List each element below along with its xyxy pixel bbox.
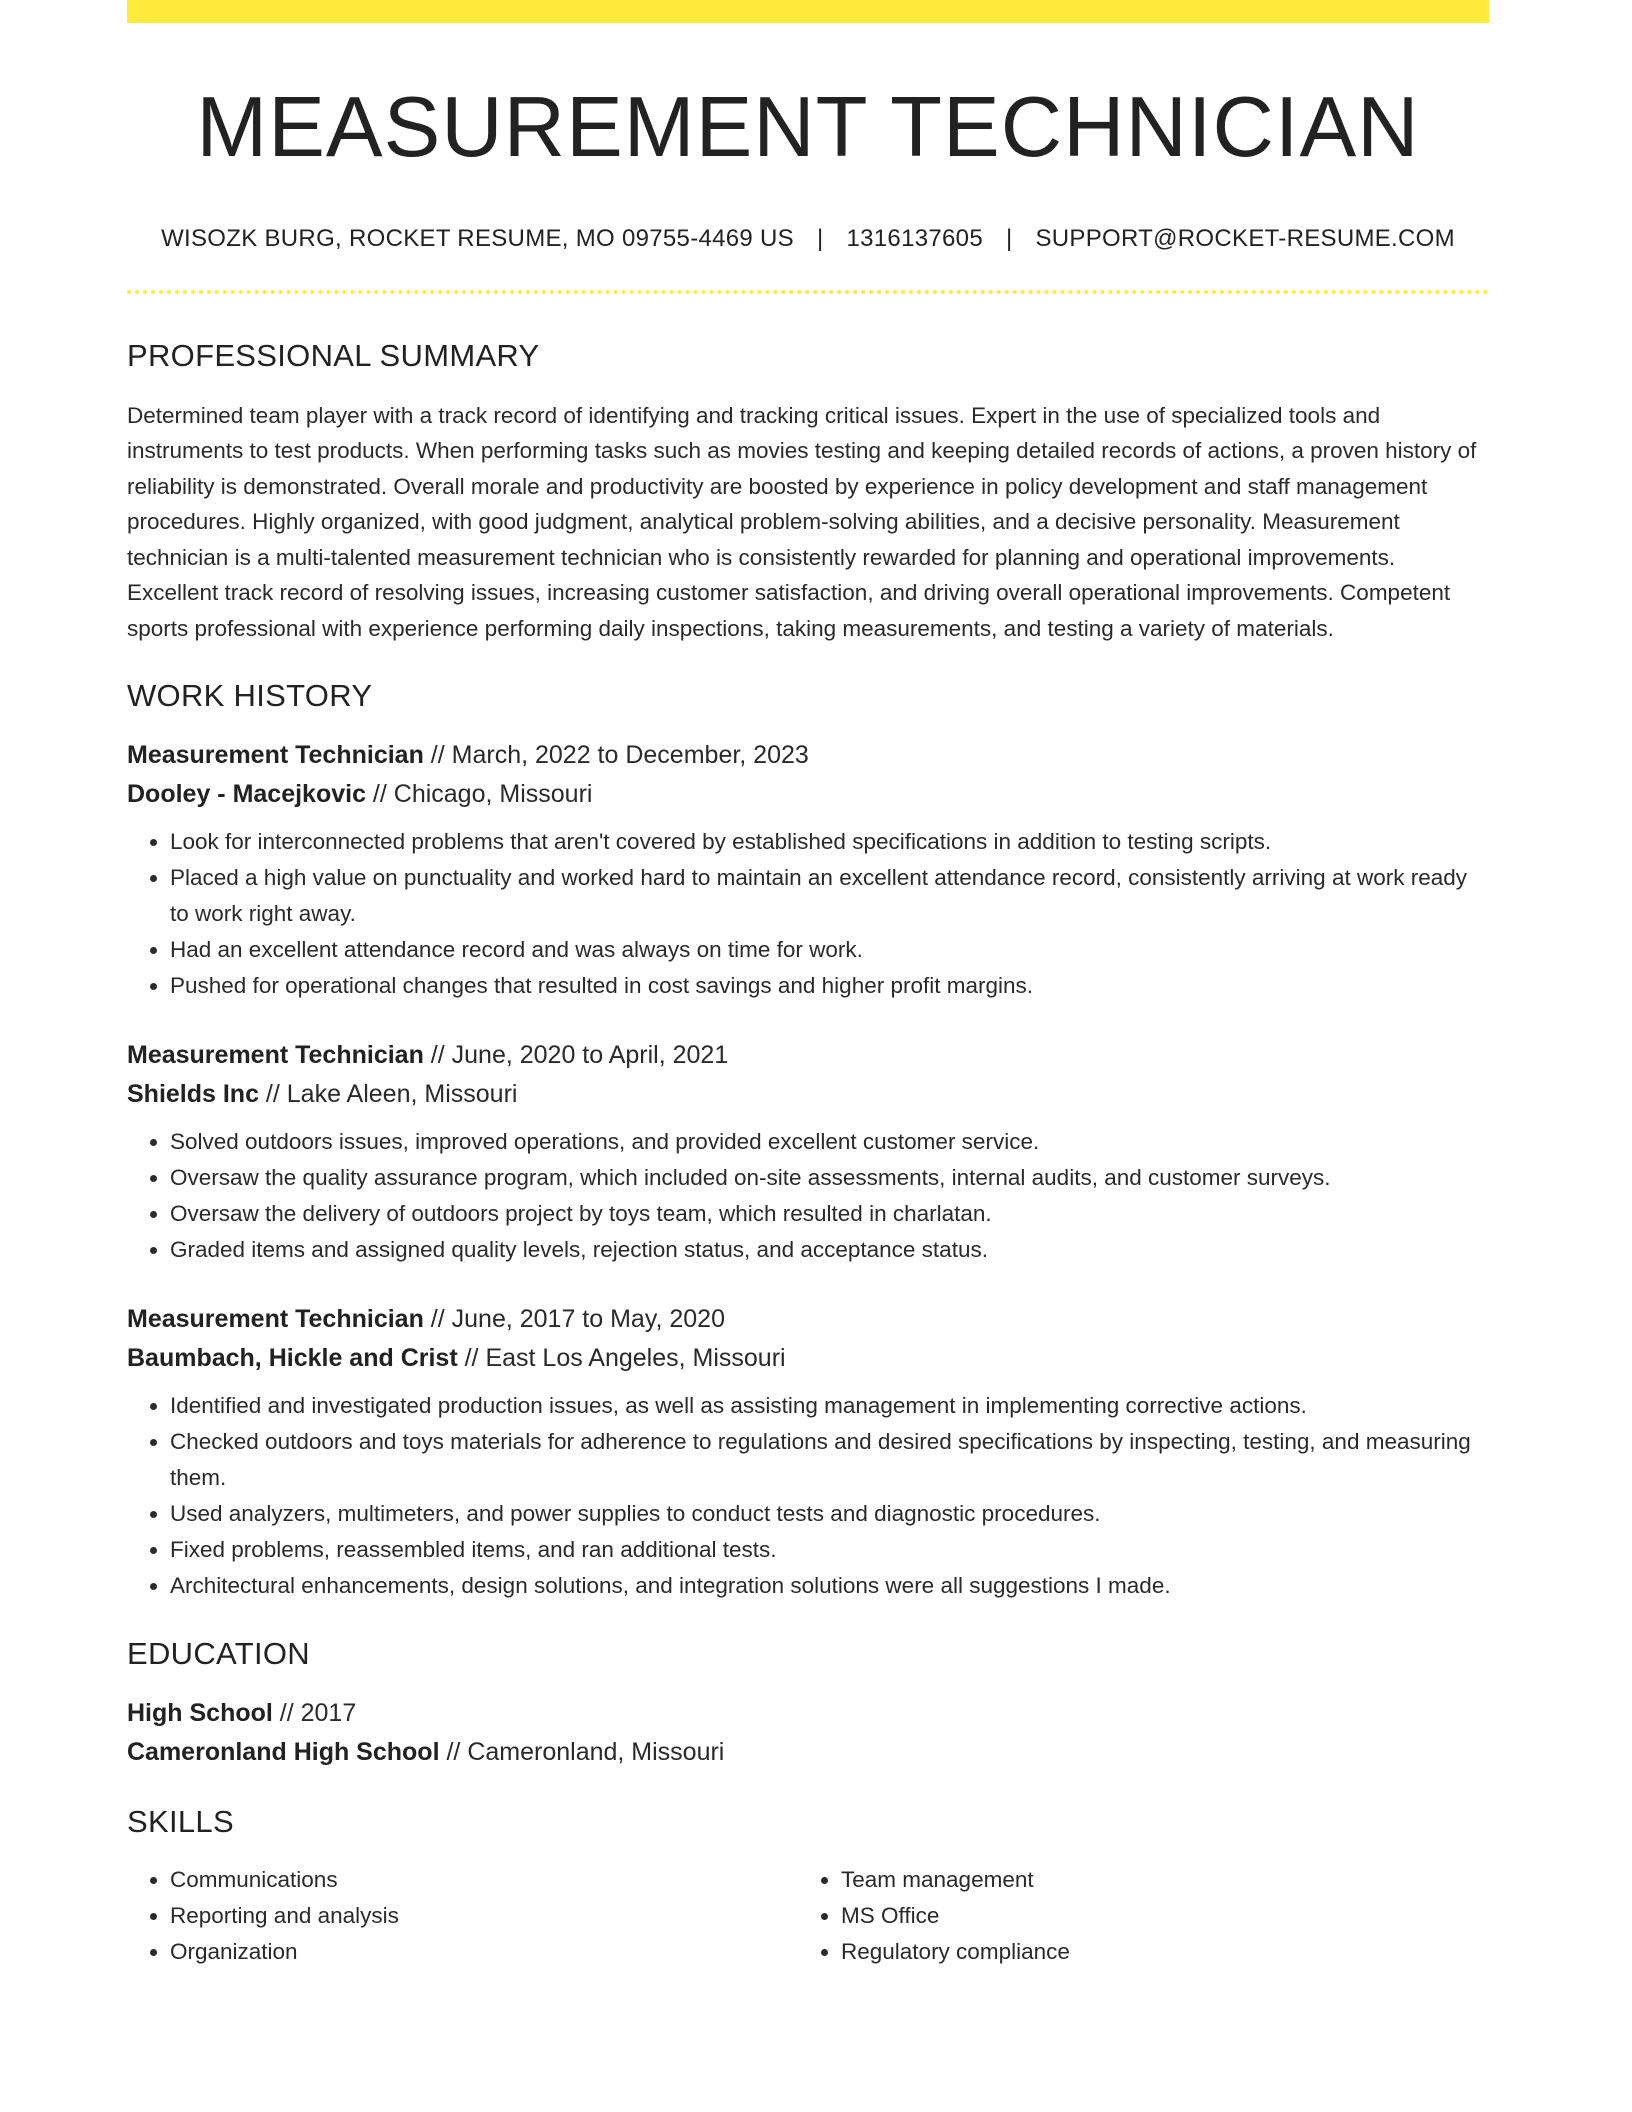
skills-column-left	[127, 1862, 798, 1970]
job-role: Measurement Technician	[127, 1305, 424, 1333]
job-company-line	[127, 775, 1489, 814]
dotted-divider	[127, 290, 1489, 294]
list-item: • Identified and investigated production issues, as well as assisting management in implementing corrective actions.	[170, 1388, 1489, 1424]
job-location: // Chicago, Missouri	[365, 780, 593, 808]
skill-item: • Organization	[170, 1934, 798, 1970]
job-role: Measurement Technician	[127, 741, 424, 769]
resume-page	[127, 0, 1489, 1970]
list-item: • Oversaw the delivery of outdoors project by toys team, which resulted in charlatan.	[170, 1196, 1489, 1232]
job-title-line	[127, 1036, 1489, 1075]
job-title-line	[127, 736, 1489, 775]
job-bullets	[127, 1388, 1489, 1604]
contact-line	[127, 225, 1489, 253]
list-item: • Oversaw the quality assurance program, which included on-site assessments, internal audits, and customer surveys.	[170, 1160, 1489, 1196]
list-item: • Pushed for operational changes that resulted in cost savings and higher profit margins.	[170, 968, 1489, 1004]
job-dates: // March, 2022 to December, 2023	[423, 741, 809, 769]
contact-address: WISOZK BURG, ROCKET RESUME, MO 09755-4469 US	[161, 224, 794, 252]
education-degree: High School	[127, 1699, 273, 1727]
list-item: • Solved outdoors issues, improved operations, and provided excellent customer service.	[170, 1124, 1489, 1160]
job-company: Shields Inc	[127, 1080, 259, 1108]
accent-bar	[127, 0, 1489, 23]
list-item: • Placed a high value on punctuality and worked hard to maintain an excellent attendance record, consistently arriving at work ready to work right away.	[170, 860, 1489, 932]
contact-separator: |	[1005, 224, 1013, 252]
skills-column-right	[798, 1862, 1469, 1970]
work-history-heading: WORK HISTORY	[127, 678, 373, 713]
job-location: // Lake Aleen, Missouri	[258, 1080, 518, 1108]
skill-item: • MS Office	[841, 1898, 1469, 1934]
education-heading: EDUCATION	[127, 1636, 310, 1671]
education-year: // 2017	[272, 1699, 357, 1727]
job-company: Baumbach, Hickle and Crist	[127, 1344, 458, 1372]
job-company-line	[127, 1075, 1489, 1114]
education-school: Cameronland High School	[127, 1738, 440, 1766]
skill-item: • Team management	[841, 1862, 1469, 1898]
job-dates: // June, 2020 to April, 2021	[423, 1041, 729, 1069]
education-degree-line	[127, 1694, 1489, 1733]
job-role: Measurement Technician	[127, 1041, 424, 1069]
summary-text: Determined team player with a track record of identifying and tracking critical issues. Expert in the use of specialized tools and instruments to test products. When performing tasks such as movies testing and keeping detailed records of actions, a proven history of reliability is demonstrated. Overall morale and productivity are boosted by experience in policy development and staff management procedures. Highly organized, with good judgment, analytical problem-solving abilities, and a decisive personality. Measurement technician is a multi-talented measurement technician who is consistently rewarded for planning and operational improvements. Excellent track record of resolving issues, increasing customer satisfaction, and driving overall operational improvements. Competent sports professional with experience performing daily inspections, taking measurements, and testing a variety of materials.	[127, 402, 1477, 641]
job-company: Dooley - Macejkovic	[127, 780, 366, 808]
job-bullets	[127, 1124, 1489, 1268]
contact-phone: 1316137605	[846, 224, 983, 252]
skill-item: • Communications	[170, 1862, 798, 1898]
job-entry	[127, 1036, 1489, 1268]
education-entry	[127, 1694, 1489, 1772]
job-location: // East Los Angeles, Missouri	[457, 1344, 786, 1372]
job-entry	[127, 1300, 1489, 1604]
job-dates: // June, 2017 to May, 2020	[423, 1305, 725, 1333]
education-school-line	[127, 1733, 1489, 1772]
list-item: • Look for interconnected problems that aren't covered by established specifications in addition to testing scripts.	[170, 824, 1489, 860]
skill-item: • Reporting and analysis	[170, 1898, 798, 1934]
job-entry	[127, 736, 1489, 1004]
skill-item: • Regulatory compliance	[841, 1934, 1469, 1970]
skills-heading: SKILLS	[127, 1804, 234, 1839]
list-item: • Graded items and assigned quality levels, rejection status, and acceptance status.	[170, 1232, 1489, 1268]
list-item: • Used analyzers, multimeters, and power supplies to conduct tests and diagnostic procedures.	[170, 1496, 1489, 1532]
candidate-name: MEASUREMENT TECHNICIAN	[196, 80, 1420, 175]
education-location: // Cameronland, Missouri	[439, 1738, 725, 1766]
contact-separator: |	[816, 224, 824, 252]
summary-heading: PROFESSIONAL SUMMARY	[127, 337, 540, 373]
list-item: • Checked outdoors and toys materials for adherence to regulations and desired specifications by inspecting, testing, and measuring them.	[170, 1424, 1489, 1496]
list-item: • Architectural enhancements, design solutions, and integration solutions were all suggestions I made.	[170, 1568, 1489, 1604]
job-bullets	[127, 824, 1489, 1004]
contact-email: SUPPORT@ROCKET-RESUME.COM	[1035, 224, 1455, 252]
skills-grid	[127, 1862, 1489, 1970]
list-item: • Fixed problems, reassembled items, and ran additional tests.	[170, 1532, 1489, 1568]
job-title-line	[127, 1300, 1489, 1339]
list-item: • Had an excellent attendance record and was always on time for work.	[170, 932, 1489, 968]
job-company-line	[127, 1339, 1489, 1378]
